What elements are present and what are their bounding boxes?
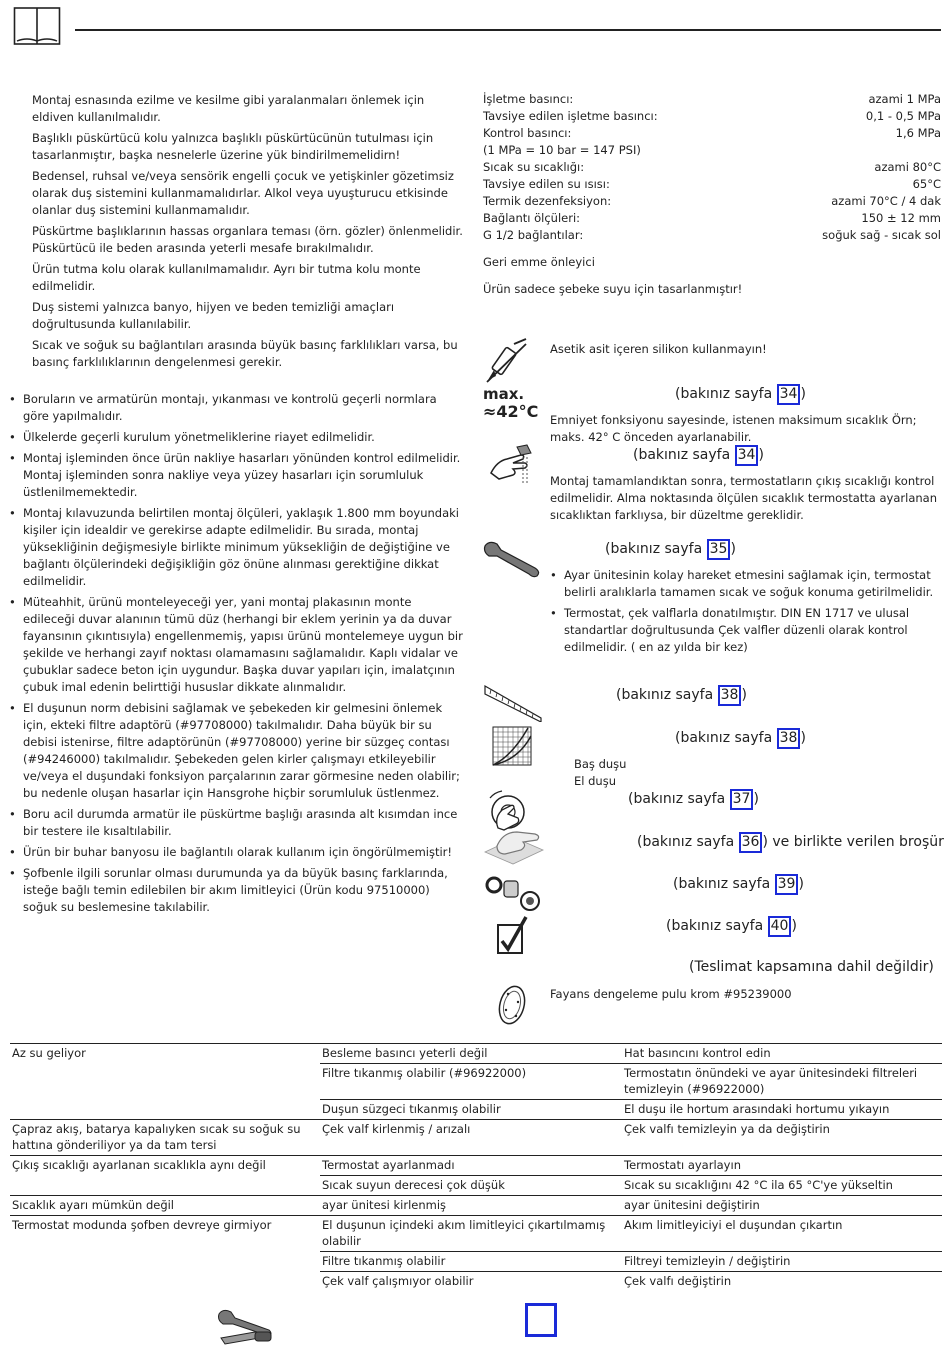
safety-paragraph: Duş sistemi yalnızca banyo, hijyen ve beden temizliği amaçları doğrultusunda kullanılabilir. xyxy=(32,300,395,331)
legend-hand-shower: El duşu xyxy=(574,774,616,788)
page-ref: (bakınız sayfa 38 ) xyxy=(675,728,806,749)
wrench-icon xyxy=(483,538,541,581)
header-rule xyxy=(75,29,941,31)
safety-function-note: Emniyet fonksiyonu sayesinde, istenen maksimum sıcaklık Örn; maks. 42° C önceden ayarlanabilir. xyxy=(550,413,917,444)
ruler-icon xyxy=(483,684,543,725)
safety-paragraph: Başlıklı püskürtücü kolu yalnızca başlıklı püskürtücünün tutulması için tasarlanmıştır, başka nesnelerle üzerine yük bindirilmemelidirn! xyxy=(32,131,434,162)
manual-icon xyxy=(13,6,61,51)
page-ref: (bakınız sayfa 36 ) ve birlikte verilen broşür xyxy=(637,832,944,853)
cause-cell: Filtre tıkanmış olabilir xyxy=(320,1252,622,1272)
safety-paragraph: Montaj esnasında ezilme ve kesilme gibi yaralanmaları önlemek için eldiven kullanılmalıdır. xyxy=(32,93,425,124)
safety-paragraph: Sıcak ve soğuk su bağlantıları arasında büyük basınç farklılıkları varsa, bu basınç farklılıklarının dengelenmesi gerekir. xyxy=(32,338,458,369)
spec-row: (1 MPa = 10 bar = 147 PSI) xyxy=(483,143,641,157)
cause-cell: Duşun süzgeci tıkanmış olabilir xyxy=(320,1100,622,1120)
spec-row: Tavsiye edilen işletme basıncı: 0,1 - 0,5 MPa xyxy=(483,109,941,123)
spare-parts-icon xyxy=(484,873,542,916)
cause-cell: Çek valf çalışmıyor olabilir xyxy=(320,1272,622,1292)
problem-cell: Çapraz akış, batarya kapalıyken sıcak su soğuk su hattına gönderiliyor ya da tam tersi xyxy=(10,1120,320,1156)
cause-cell: El duşunun içindeki akım limitleyici çıkartılmamış olabilir xyxy=(320,1216,622,1252)
list-item: • Ülkelerde geçerli kurulum yönetmeliklerine riayet edilmelidir. xyxy=(9,430,375,444)
page-ref-number[interactable]: 34 xyxy=(735,445,759,466)
cause-cell: Termostat ayarlanmadı xyxy=(320,1156,622,1176)
list-item: • Termostat, çek valflarla donatılmıştır. DIN EN 1717 ve ulusal standartlar doğrultusunda Çek valfler düzenli olarak kontrol edilmelidir. ( en az yılda bir kez) xyxy=(550,606,910,654)
table-row xyxy=(10,1216,942,1252)
page-ref-number[interactable]: 34 xyxy=(777,384,801,405)
list-item: • Ürün bir buhar banyosu ile bağlantılı olarak kullanım için öngörülmemiştir! xyxy=(9,845,453,859)
cause-cell: ayar ünitesi kirlenmiş xyxy=(320,1196,622,1216)
page-ref: (bakınız sayfa 38 ) xyxy=(616,685,747,706)
maintenance-notes xyxy=(550,567,942,656)
list-item: • Montaj kılavuzunda belirtilen montaj ölçüleri, yaklaşık 1.800 mm boyundaki kişiler için idealdir ve gerekirse adapte edilmelidir. Bu sırada, montaj yüksekliğinin değişmesiyle birlikte minimum yüksekliğin de değiştiğine ve bağlantı ölçülerindeki değişikliğin göz önüne alınması gerektiğine dikkat edilmelidir. xyxy=(9,506,459,588)
list-item: • Müteahhit, ürünü monteleyeceği yer, yani montaj plakasının monte edileceği duvar alanının tümü düz (herhangi bir eklem yerinin ya da duvar fayansının çıkıntısıyla) engellenmemiş, yapısı ürünü montelemeye uygun bir şekilde ve herhangi zayıf noktası olamamasını sağlamalıdır. Kaplı vidalar ve çubuklar sadece beton için uygundur. Başka duvar yapıları için, imalatçının çubuk imal edenin belirttiği hususlar dikkate alınmalıdır. xyxy=(9,595,463,694)
page-ref-number[interactable]: 40 xyxy=(768,916,792,937)
table-row xyxy=(10,1120,942,1156)
page-ref: (bakınız sayfa 34 ) xyxy=(633,445,764,466)
remedy-cell: Çek valfı temizleyin ya da değiştirin xyxy=(622,1120,942,1156)
page-number-box xyxy=(525,1303,557,1337)
table-row xyxy=(10,1156,942,1176)
spec-row: G 1/2 bağlantılar: soğuk sağ - sıcak sol xyxy=(483,228,941,242)
rosette-icon xyxy=(494,982,530,1031)
calibration-note: Montaj tamamlandıktan sonra, termostatların çıkış sıcaklığı kontrol edilmelidir. Alma noktasında ölçülen sıcaklık termostatta ayarlanan sıcaklıktan farklıysa, bir düzeltme gereklidir. xyxy=(550,474,937,522)
list-item: • El duşunun norm debisini sağlamak ve şebekeden kir gelmesini önlemek için, ekteki filtre adaptörü (#97708000) takılmalıdır. Daha büyük bir su debisi istenirse, filtre adaptörünün (#97708000) yerine bir süzgeç contası (#94246000) takılmalıdır. Şebekeden gelen kirler çalışmayı etkileyebilir ve/veya el duşundaki fonksiyon parçalarının zarar görmesine neden olabilir; bu nedenle oluşan hasarlar için Hansgrohe hiçbir sorumluluk üstlenmez. xyxy=(9,701,460,800)
remedy-cell: Filtreyi temizleyin / değiştirin xyxy=(622,1252,942,1272)
problem-cell: Çıkış sıcaklığı ayarlanan sıcaklıkla aynı değil xyxy=(10,1156,320,1196)
page-ref: (bakınız sayfa 37 ) xyxy=(628,789,759,810)
open-book-icon xyxy=(13,6,61,48)
remedy-cell: ayar ünitesini değiştirin xyxy=(622,1196,942,1216)
page-ref-number[interactable]: 38 xyxy=(777,728,801,749)
page-ref: (bakınız sayfa 34 ) xyxy=(675,384,806,405)
remedy-cell: El duşu ile hortum arasındaki hortumu yıkayın xyxy=(622,1100,942,1120)
remedy-cell: Termostatın önündeki ve ayar ünitesindeki filtreleri temizleyin (#96922000) xyxy=(622,1064,942,1100)
hand-cleaning-icon xyxy=(483,828,545,869)
cause-cell: Filtre tıkanmış olabilir (#96922000) xyxy=(320,1064,622,1100)
cause-cell: Besleme basıncı yeterli değil xyxy=(320,1044,622,1064)
list-item: • Boruların ve armatürün montajı, yıkanması ve kontrolü geçerli normlara göre yapılmalıdır. xyxy=(9,392,437,423)
page-ref-number[interactable]: 36 xyxy=(739,832,763,853)
page-ref: (bakınız sayfa 40 ) xyxy=(666,916,797,937)
cause-cell: Çek valf kirlenmiş / arızalı xyxy=(320,1120,622,1156)
checkmark-box-icon xyxy=(496,915,530,960)
safety-notes xyxy=(32,92,468,371)
install-notes xyxy=(9,391,463,916)
problem-cell: Az su geliyor xyxy=(10,1044,320,1120)
spec-row: Tavsiye edilen su ısısı: 65°C xyxy=(483,177,941,191)
remedy-cell: Termostatı ayarlayın xyxy=(622,1156,942,1176)
safety-paragraph: Ürün tutma kolu olarak kullanılmamalıdır. Ayrı bir tutma kolu monte edilmelidir. xyxy=(32,262,421,293)
safety-paragraph: Püskürtme başlıklarının hassas organlara teması (örn. gözler) önlenmelidir. Püskürtücü ile beden arasında yeterli mesafe bırakılmalıdır. xyxy=(32,224,463,255)
spec-row: Sıcak su sıcaklığı: azami 80°C xyxy=(483,160,941,174)
not-included-note: (Teslimat kapsamına dahil değildir) xyxy=(689,959,934,975)
page-ref-number[interactable]: 39 xyxy=(775,874,799,895)
brochure-note: ve birlikte verilen broşür xyxy=(772,834,944,850)
caulking-gun-icon xyxy=(484,338,530,387)
max-temp-label: max. ≈42°C xyxy=(483,385,539,421)
mains-water-note: Ürün sadece şebeke suyu için tasarlanmıştır! xyxy=(483,282,743,296)
backflow-note: Geri emme önleyici xyxy=(483,255,595,269)
page-ref-number[interactable]: 35 xyxy=(707,539,731,560)
spec-row: Kontrol basıncı: 1,6 MPa xyxy=(483,126,941,140)
technical-specs xyxy=(483,91,941,298)
list-item: • Ayar ünitesinin kolay hareket etmesini sağlamak için, termostat belirli aralıklarla tamamen sıcak ve soğuk konuma getirilmelidir. xyxy=(550,568,934,599)
cause-cell: Sıcak suyun derecesi çok düşük xyxy=(320,1176,622,1196)
list-item: • Montaj işleminden önce ürün nakliye hasarları yönünden kontrol edilmelidir. Montaj işleminden sonra nakliye veya yüzey hasarları için sorumluluk üstlenilmemektedir. xyxy=(9,451,461,499)
list-item: • Boru acil durumda armatür ile püskürtme başlığı arasında alt kısımdan ince bir testere ile kısaltılabilir. xyxy=(9,807,458,838)
page-ref-number[interactable]: 38 xyxy=(718,685,742,706)
spec-row: Bağlantı ölçüleri: 150 ± 12 mm xyxy=(483,211,941,225)
list-item: • Şofbenle ilgili sorunlar olması durumunda ya da büyük basınç farklarında, isteğe bağlı temin edilebilen bir akım limitleyici (Ürün kodu 97510000) soğuk su beslemesine takılabilir. xyxy=(9,866,448,914)
silicone-note: Asetik asit içeren silikon kullanmayın! xyxy=(550,342,767,356)
temp-42-label: ≈42°C xyxy=(483,402,539,421)
problem-cell: Sıcaklık ayarı mümkün değil xyxy=(10,1196,320,1216)
hand-water-icon xyxy=(487,443,535,488)
troubleshooting-table xyxy=(10,1043,942,1291)
table-row xyxy=(10,1196,942,1216)
page-ref-number[interactable]: 37 xyxy=(730,789,754,810)
spec-row: İşletme basıncı: azami 1 MPa xyxy=(483,92,941,106)
remedy-cell: Hat basıncını kontrol edin xyxy=(622,1044,942,1064)
legend-head-shower: Baş duşu xyxy=(574,757,627,771)
safety-paragraph: Bedensel, ruhsal ve/veya sensörik engelli çocuk ve yetişkinler gözetimsiz olarak duş sistemini kullanmamalıdırlar. Alkol veya uyuşturucu etkisinde olanlar duş sistemini kullanmamalıdır. xyxy=(32,169,454,217)
remedy-cell: Çek valfı değiştirin xyxy=(622,1272,942,1292)
page-ref: (bakınız sayfa 39 ) xyxy=(673,874,804,895)
remedy-cell: Akım limitleyiciyi el duşundan çıkartın xyxy=(622,1216,942,1252)
tools-icon xyxy=(215,1308,275,1351)
table-row xyxy=(10,1044,942,1064)
spec-row: Termik dezenfeksiyon: azami 70°C / 4 dak xyxy=(483,194,941,208)
problem-cell: Termostat modunda şofben devreye girmiyor xyxy=(10,1216,320,1292)
flow-graph-icon xyxy=(492,726,532,769)
page-ref: (bakınız sayfa 35 ) xyxy=(605,539,736,560)
remedy-cell: Sıcak su sıcaklığını 42 °C ila 65 °C'ye yükseltin xyxy=(622,1176,942,1196)
rosette-note: Fayans dengeleme pulu krom #95239000 xyxy=(550,987,792,1001)
